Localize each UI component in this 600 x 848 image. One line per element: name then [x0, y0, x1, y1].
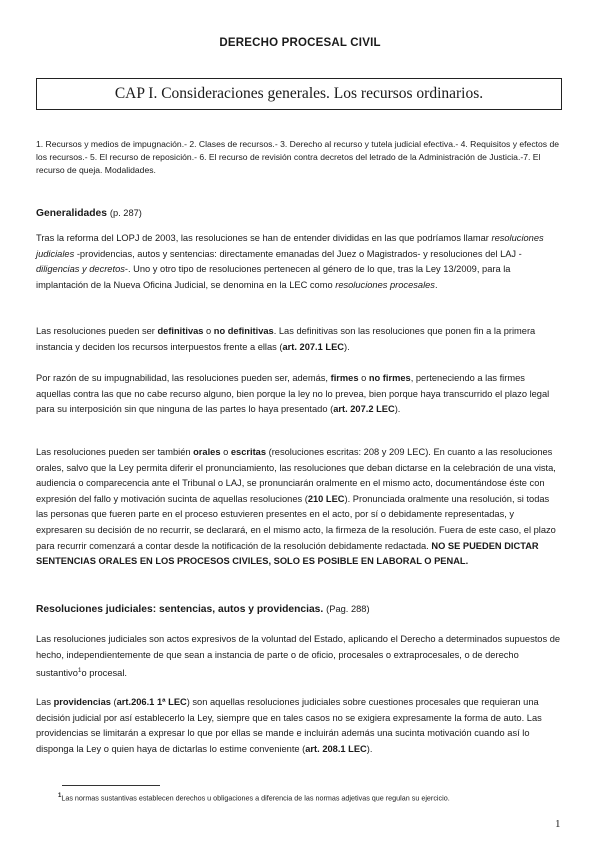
- section-heading-generalidades: Generalidades (p. 287): [36, 208, 142, 219]
- footnote: $^1$Las normas sustantivas establecen derechos u obligaciones a diferencia de las normas adjetivas que regulan su ejercicio.: [58, 793, 450, 803]
- page-reference: (Pag. 288): [326, 604, 370, 614]
- chapter-title-box: [36, 78, 562, 110]
- chapter-title: CAP I. Consideraciones generales. Los recursos ordinarios.: [114, 85, 484, 102]
- page-reference: (p. 287): [109, 208, 142, 218]
- paragraph: Tras la reforma del LOPJ de 2003, las resoluciones se han de entender divididas en las que podríamos llamar resoluciones judiciales -providencias, autos y sentencias: directamente emanadas del Juez o Magistrados- y resoluciones del LAJ -diligencias y decretos-. Uno y otro tipo de resoluciones pertenecen al género de lo que, tras la Ley 13/2009, para la implantación de la Nueva Oficina Judicial, se denomina en la LEC como resoluciones procesales.: [36, 233, 544, 290]
- page-number: 1: [555, 818, 561, 830]
- paragraph: Las resoluciones judiciales son actos expresivos de la voluntad del Estado, aplicando el Derecho a determinados supuestos de hecho, independientemente de que sean a instancia de parte o de oficio, procesales o extraprocesales, o de derecho sustantivo$^1$o procesal.: [36, 634, 561, 679]
- paragraph: Las providencias (art.206.1 1ª LEC) son aquellas resoluciones judiciales sobre cuestiones procesales que requieran una decisión judicial por así establecerlo la Ley, siempre que en tales casos no se exigiera expresamente la forma de auto. Las providencias se limitarán a expresar lo que por ellas se mande e incluirán además una sucinta motivación cuando así lo disponga la Ley o quien haya de dictarlas lo estime conveniente (art. 208.1 LEC).: [36, 697, 542, 754]
- footnote-reference: 1: [77, 667, 82, 675]
- paragraph: Las resoluciones pueden ser definitivas o no definitivas. Las definitivas son las resoluciones que ponen fin a la primera instancia y deciden los recursos interpuestos frente a ellas (art. 207.1 LEC).: [36, 326, 536, 352]
- footnote-divider: [62, 785, 160, 786]
- table-of-contents: 1. Recursos y medios de impugnación.- 2. Clases de recursos.- 3. Derecho al recurso y tutela judicial efectiva.- 4. Requisitos y efectos de los recursos.- 5. El recurso de reposición.- 6. El recurso de revisión contra decretos del letrado de la Administración de Justicia.-7. El recurso de queja. Modalidades.: [36, 139, 560, 175]
- paragraph: Las resoluciones pueden ser también orales o escritas (resoluciones escritas: 208 y 209 LEC). En cuanto a las resoluciones orales, salvo que la Ley permita diferir el pronunciamiento, las resoluciones que deban dictarse en la celebración de una vista, audiencia o comparecencia ante el Tribunal o LAJ, se pronunciarán oralmente en el mismo acto, documentándose éste con expresión del fallo y motivación sucinta de aquellas resoluciones (210 LEC). Pronunciada oralmente una resolución, si todas las personas que fueren parte en el proceso estuvieren presentes en el acto, por sí o debidamente representadas, y expresaren su decisión de no recurrir, se declarará, en el mismo acto, la firmeza de la resolución. Fuera de este caso, el plazo para recurrir comenzará a contar desde la notificación de la resolución debidamente redactada. NO SE PUEDEN DICTAR SENTENCIAS ORALES EN LOS PROCESOS CIVILES, SOLO ES POSIBLE EN LABORAL O PENAL.: [36, 447, 556, 567]
- section-heading-resoluciones: Resoluciones judiciales: sentencias, autos y providencias. (Pag. 288): [36, 604, 370, 615]
- paragraph: Por razón de su impugnabilidad, las resoluciones pueden ser, además, firmes o no firmes, perteneciendo a las firmes aquellas contra las que no cabe recurso alguno, bien porque la ley no lo prevea, bien porque haya transcurrido el plazo legal para su interposición sin que ninguna de las partes lo haya presentado (art. 207.2 LEC).: [36, 373, 550, 415]
- document-title: DERECHO PROCESAL CIVIL: [219, 37, 381, 49]
